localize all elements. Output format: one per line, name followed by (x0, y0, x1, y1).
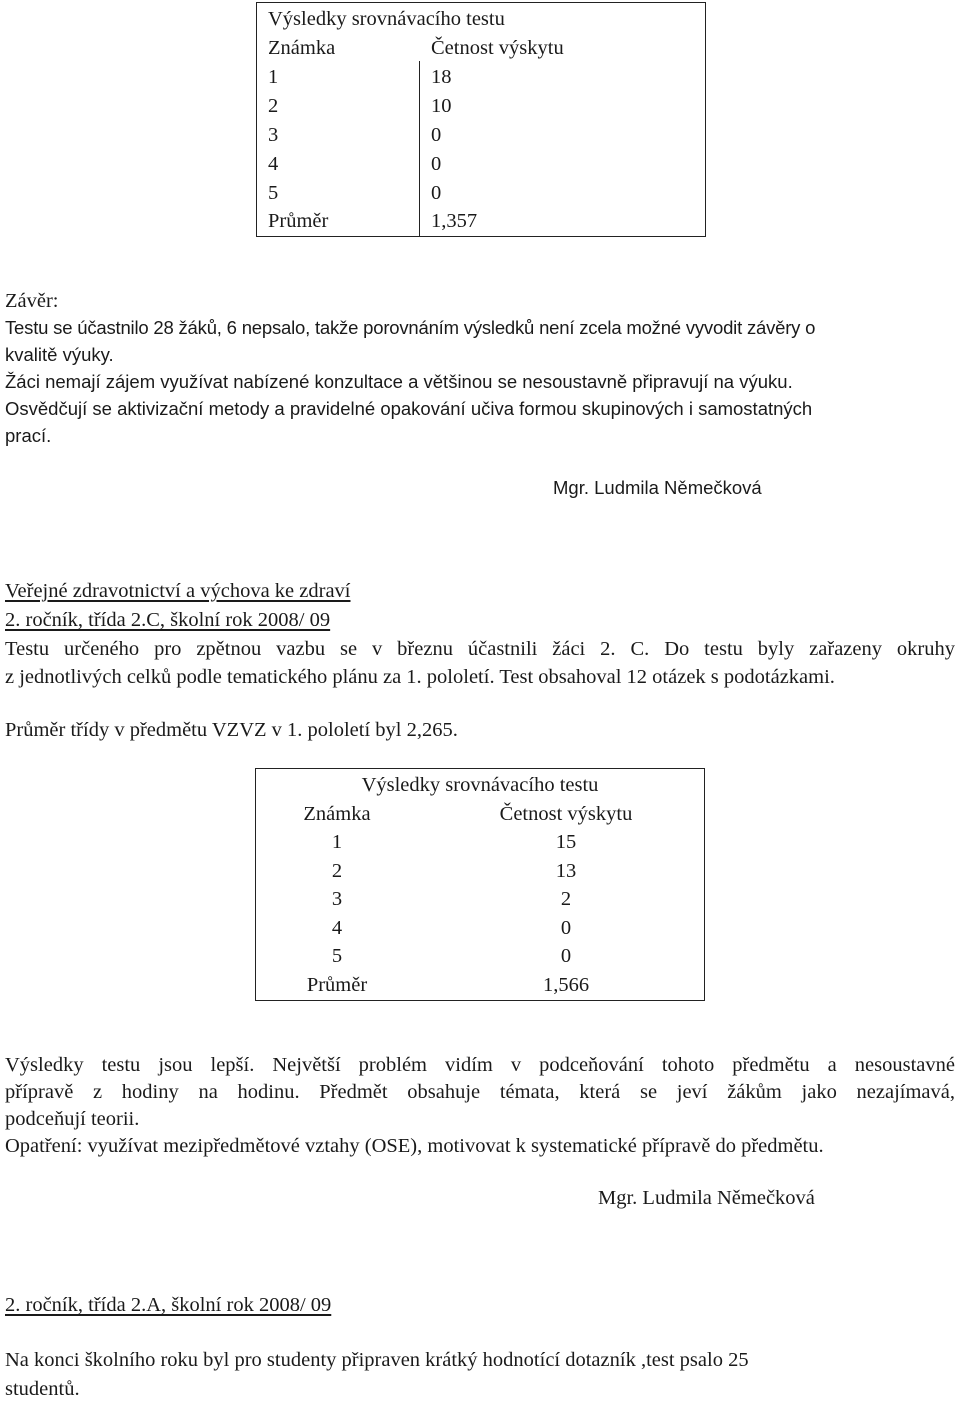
paragraph-line: Testu určeného pro zpětnou vazbu se v březnu účastnili žáci 2. C. Do testu byly zařazeny okruhy (5, 638, 955, 660)
class-heading: 2. ročník, třída 2.C, školní rok 2008/ 09 (5, 609, 331, 631)
signature: Mgr. Ludmila Němečková (553, 477, 762, 498)
table-row (256, 914, 704, 943)
paragraph-line: Na konci školního roku byl pro studenty připraven krátký hodnotící dotazník ,test psalo 25 (5, 1349, 749, 1371)
class-heading: 2. ročník, třída 2.A, školní rok 2008/ 09 (5, 1294, 332, 1316)
grade-cell: 4 (268, 153, 279, 175)
grade-cell: 5 (331, 945, 343, 967)
column-header-grade: Známka (303, 803, 371, 825)
table-row (257, 63, 705, 92)
grade-cell: 4 (331, 917, 343, 939)
conclusion-line: Testu se účastnilo 28 žáků, 6 nepsalo, takže porovnáním výsledků není zcela možné vyvodit závěry o (5, 317, 816, 338)
frequency-cell: 10 (431, 95, 452, 117)
paragraph-line: z jednotlivých celků podle tematického plánu za 1. pololetí. Test obsahoval 12 otázek s podotázkami. (5, 666, 835, 688)
column-header-grade: Známka (268, 37, 336, 59)
frequency-cell: 18 (431, 66, 452, 88)
conclusion-line: Osvědčují se aktivizační metody a pravidelné opakování učiva formou skupinových i samostatných (5, 398, 813, 419)
conclusion-heading: Závěr: (5, 290, 59, 312)
table-row-average (256, 971, 704, 1000)
frequency-cell: 0 (431, 182, 442, 204)
average-value: 1,566 (542, 974, 590, 996)
evaluation-line: přípravě z hodiny na hodinu. Předmět obsahuje témata, která se jeví žákům jako nezajímavá, (5, 1081, 955, 1103)
average-value: 1,357 (431, 210, 478, 232)
conclusion-line: prací. (5, 425, 52, 446)
table-row (257, 179, 705, 208)
table-row (257, 150, 705, 179)
frequency-cell: 0 (431, 153, 442, 175)
average-label: Průměr (268, 210, 329, 232)
class-average: Průměr třídy v předmětu VZVZ v 1. pololetí byl 2,265. (5, 719, 458, 741)
grade-cell: 5 (268, 182, 279, 204)
table-row (257, 92, 705, 121)
average-label: Průměr (306, 974, 368, 996)
column-header-frequency: Četnost výskytu (499, 803, 633, 825)
grade-cell: 1 (331, 831, 343, 853)
grade-cell: 1 (268, 66, 279, 88)
results-table-2 (255, 768, 705, 1001)
paragraph-line: studentů. (5, 1378, 80, 1400)
evaluation-line: podceňují teorii. (5, 1108, 140, 1130)
table-row-average (257, 207, 705, 236)
table-row (256, 885, 704, 914)
frequency-cell: 0 (431, 124, 442, 146)
frequency-cell: 0 (560, 917, 572, 939)
subject-title: Veřejné zdravotnictví a výchova ke zdraví (5, 580, 351, 602)
frequency-cell: 13 (555, 860, 577, 882)
evaluation-line: Výsledky testu jsou lepší. Největší problém vidím v podceňování tohoto předmětu a nesoustavné (5, 1054, 955, 1076)
table-title: Výsledky srovnávacího testu (268, 8, 505, 30)
table-row (256, 942, 704, 971)
frequency-cell: 0 (560, 945, 572, 967)
grade-cell: 2 (268, 95, 279, 117)
conclusion-line: kvalitě výuky. (5, 344, 114, 365)
table-title: Výsledky srovnávacího testu (361, 774, 599, 796)
grade-cell: 3 (331, 888, 343, 910)
results-table-1 (256, 2, 706, 237)
frequency-cell: 15 (555, 831, 577, 853)
conclusion-line: Žáci nemají zájem využívat nabízené konzultace a většinou se nesoustavně připravují na výuku. (5, 371, 793, 392)
grade-cell: 3 (268, 124, 279, 146)
column-header-frequency: Četnost výskytu (431, 37, 564, 59)
measures-text: Opatření: využívat mezipředmětové vztahy (OSE), motivovat k systematické přípravě do předmětu. (5, 1135, 824, 1157)
signature: Mgr. Ludmila Němečková (598, 1187, 815, 1209)
grade-cell: 2 (331, 860, 343, 882)
table-row (257, 121, 705, 150)
frequency-cell: 2 (560, 888, 572, 910)
table-row (256, 857, 704, 886)
table-row (256, 828, 704, 857)
